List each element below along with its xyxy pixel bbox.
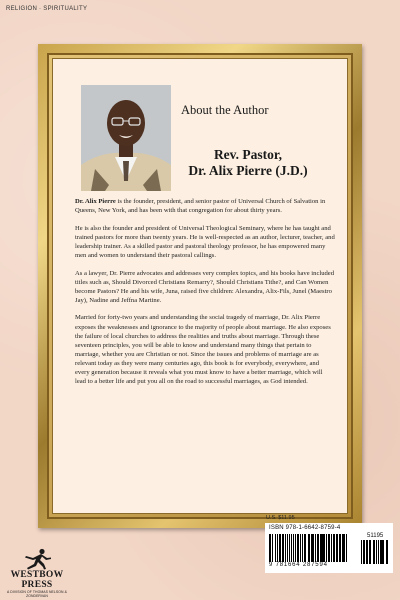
- barcode-bar: [300, 534, 301, 562]
- addon-bars: [361, 540, 389, 564]
- category-label: RELIGION · SPIRITUALITY: [6, 6, 88, 12]
- price-label: U.S. $11.95: [266, 515, 295, 521]
- barcode-bar: [285, 534, 287, 562]
- barcode-bar: [369, 540, 370, 564]
- publisher-name-line2: PRESS: [21, 580, 53, 590]
- barcode: [265, 523, 393, 573]
- barcode-bar: [370, 540, 371, 564]
- author-bio: [75, 197, 335, 395]
- barcode-bar: [383, 540, 384, 564]
- barcode-bar: [366, 540, 368, 564]
- barcode-bar: [309, 534, 310, 562]
- barcode-bar: [275, 534, 276, 562]
- barcode-bar: [328, 534, 329, 562]
- barcode-bar: [386, 540, 388, 564]
- barcode-bar: [323, 534, 325, 562]
- barcode-bar: [308, 534, 309, 562]
- barcode-bar: [326, 534, 327, 562]
- bio-paragraph-1: Dr. Alix Pierre is the founder, president, and senior pastor of Universal Church of Salvation in Queens, New York, and has been with that congregation for about thirty years.: [75, 198, 326, 215]
- barcode-bar: [315, 534, 316, 562]
- barcode-bar: [344, 534, 345, 562]
- barcode-bar: [346, 534, 347, 562]
- publisher-name-line1: WESTBOW: [10, 570, 64, 580]
- barcode-bar: [331, 534, 333, 562]
- barcode-bar: [277, 534, 278, 562]
- bio-paragraph-3: As a lawyer, Dr. Pierre advocates and addresses very complex topics, and his books have included titles such as, Should Divorced Christians Remarry?, Should Christians Tithe?, and Can Women become Pastors? He and his wife, Juna, raised five children: Alexandra, Alix-Fils, Junel (Maestro Jay), Nadine and Jeffna Martine.: [75, 269, 335, 304]
- barcode-bar: [272, 534, 274, 562]
- barcode-bar: [373, 540, 375, 564]
- barcode-bar: [317, 534, 319, 562]
- about-author-heading: About the Author: [181, 103, 269, 117]
- barcode-bar: [361, 540, 362, 564]
- barcode-addon: [361, 533, 389, 564]
- barcode-bar: [293, 534, 294, 562]
- bio-paragraph-4: Married for forty-two years and understanding the social tragedy of marriage, Dr. Alix Pierre exposes the weaknesses and ignorance to the majority of people about marriage. He also exposes the failure of local churches to address the realities and truths about marriage. Through these seventeen principles, you will be able to know and understand many things that pertain to marriage, whether you are Christian or not. Since the issues and problems of marriage are as relevant today as they were many centuries ago, this book is for everybody, everywhere, and every generation because it reveals what you must know to have a better marriage, which will lead to a better life and put you all on the road to successful marriages, as God intended.: [75, 314, 331, 386]
- gold-frame: [38, 44, 362, 528]
- addon-number: 51195: [367, 533, 384, 539]
- publisher-logo: [4, 548, 70, 598]
- publisher-subtitle: A DIVISION OF THOMAS NELSON & ZONDERVAN: [7, 590, 67, 598]
- barcode-bar: [297, 534, 299, 562]
- barcode-bar: [295, 534, 296, 562]
- about-panel: [52, 58, 348, 514]
- author-title-line1: Rev. Pastor,: [213, 147, 283, 162]
- author-name-title: [173, 147, 323, 179]
- barcode-bar: [376, 540, 377, 564]
- barcode-bar: [287, 534, 288, 562]
- author-title-line2: Dr. Alix Pierre (J.D.): [188, 163, 308, 178]
- barcode-bar: [378, 540, 379, 564]
- barcode-bar: [279, 534, 281, 562]
- barcode-bar: [304, 534, 306, 562]
- barcode-bar: [363, 540, 364, 564]
- barcode-bar: [302, 534, 303, 562]
- runner-logo-icon: [17, 548, 57, 570]
- barcode-bar: [336, 534, 338, 562]
- barcode-bar: [339, 534, 340, 562]
- bio-author-name: Dr. Alix Pierre: [75, 198, 116, 205]
- author-photo: [81, 85, 171, 191]
- bio-paragraph-2: He is also the founder and president of Universal Theological Seminary, where he has taught and trained pastors for more than twenty years. He is well-respected as an author, lecturer, teacher, and leadership trainer. As a skilled pastor and pastoral theology professor, he has empowered many men and women to understand their pastoral callings.: [75, 224, 335, 259]
- barcode-number: 9 781664 287594: [269, 562, 328, 568]
- isbn-text: ISBN 978-1-6642-8759-4: [269, 525, 341, 531]
